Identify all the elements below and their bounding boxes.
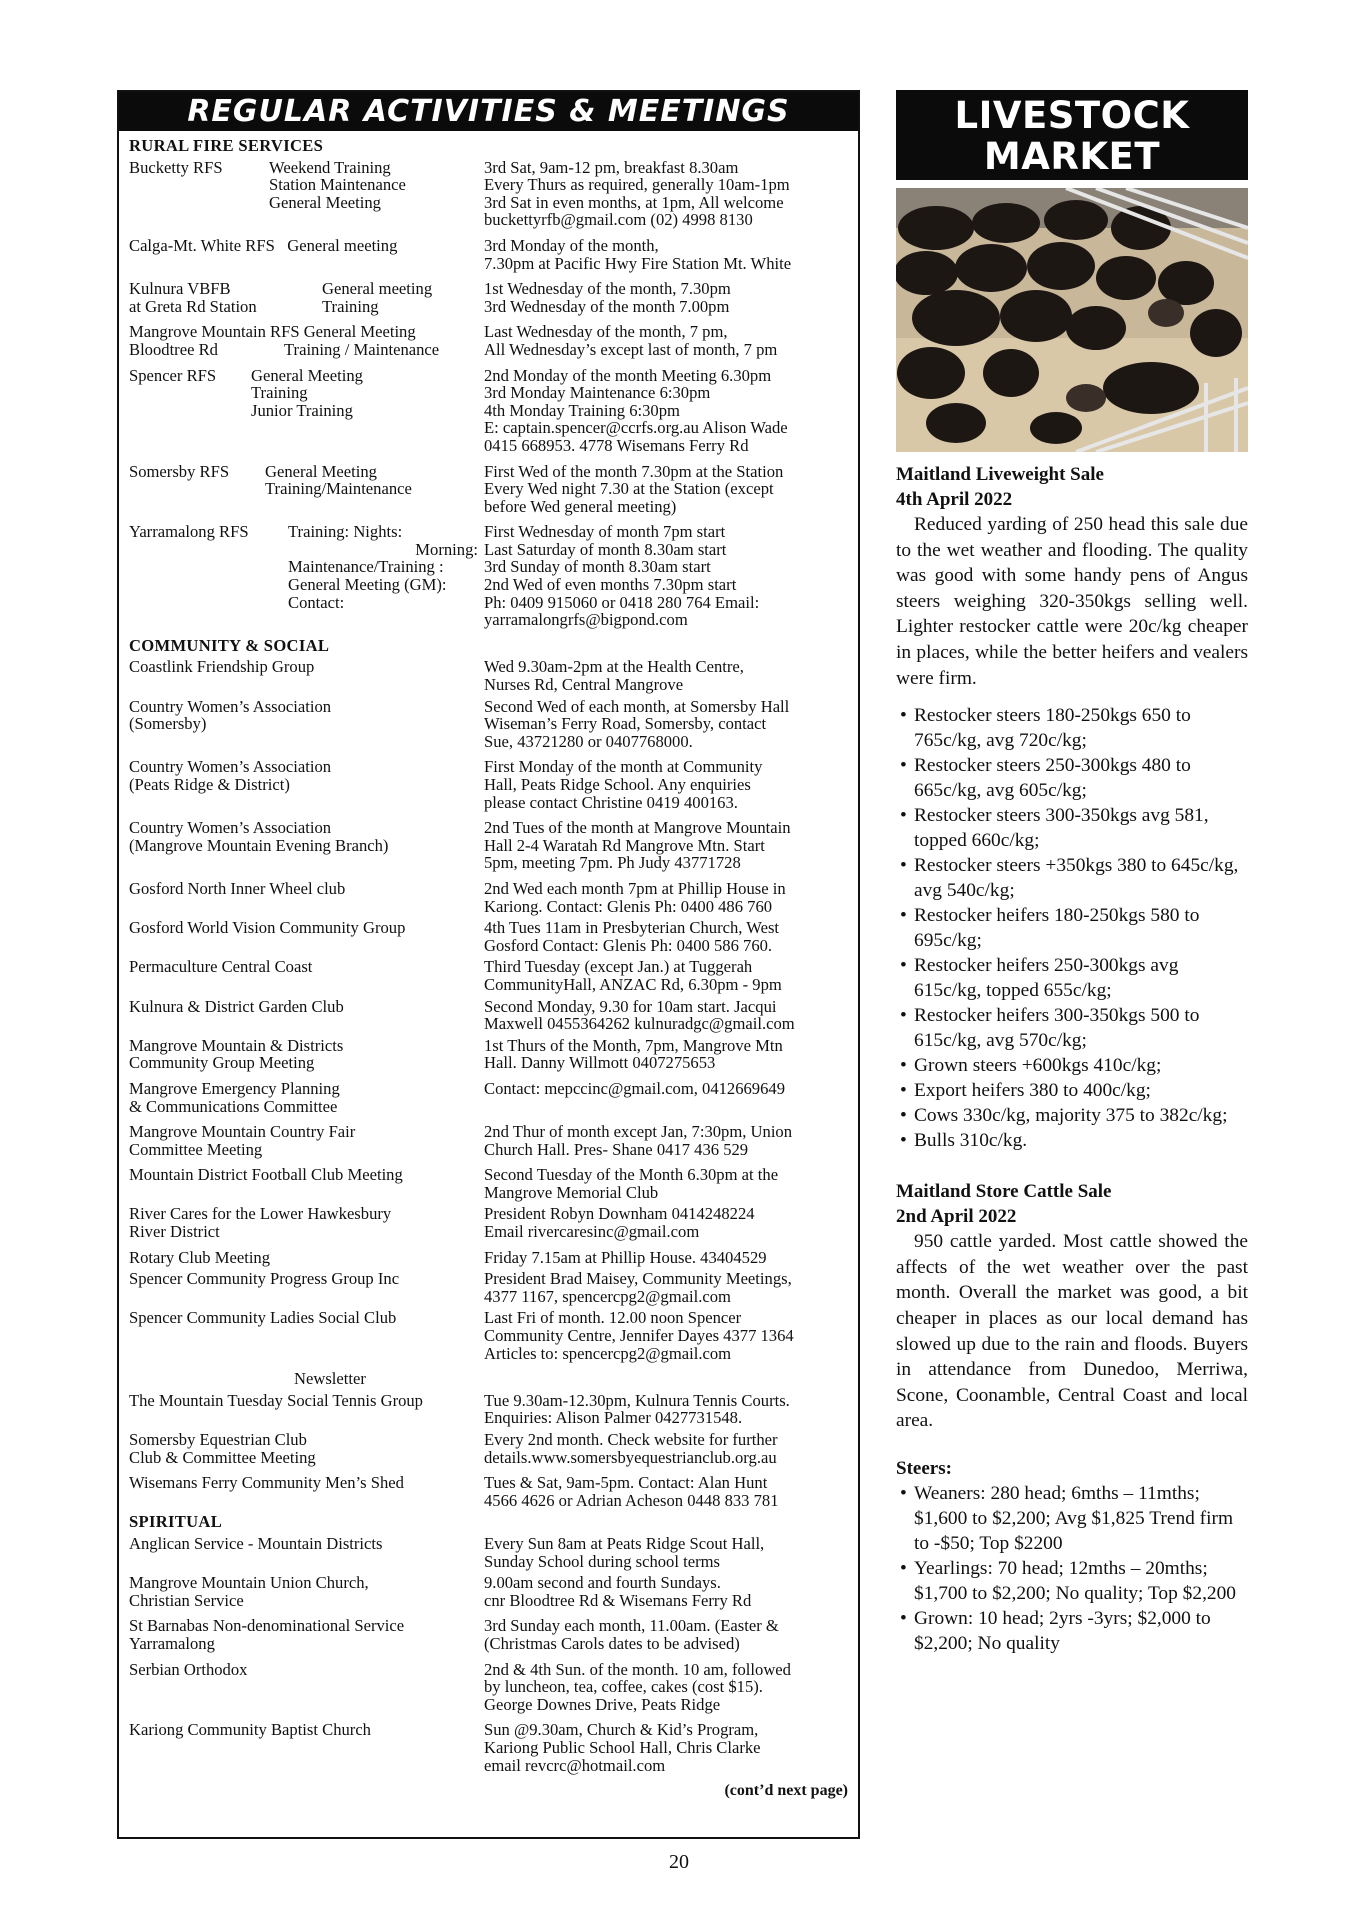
continued-note: (cont’d next page) [724,1782,848,1800]
community-name: Mangrove Emergency Planning [129,1078,340,1098]
community-name: The Mountain Tuesday Social Tennis Group [129,1390,423,1410]
community-name: Kulnura & District Garden Club [129,996,344,1016]
steer-item: • Yearlings: 70 head; 12mths – 20mths; $1,700 to $2,200; No quality; Top $2,200 [896,1556,1248,1606]
spiritual-name: St Barnabas Non-denominational Service [129,1616,405,1636]
community-name: (Peats Ridge & District) [129,775,290,794]
community-name: River District [129,1222,220,1242]
community-name: (Somersby) [129,714,207,734]
community-detail: Nurses Rd, Central Mangrove [484,675,684,695]
community-detail: Enquiries: Alison Palmer 0427731548. [484,1408,743,1428]
community-detail: Hall 2-4 Waratah Rd Mangrove Mtn. Start [484,835,765,855]
community-detail: 4377 1167, spencercpg2@gmail.com [484,1286,731,1306]
community-entry [129,1037,848,1072]
activities-header: REGULAR ACTIVITIES & MEETINGS [119,92,858,131]
spiritual-detail: Every Sun 8am at Peats Ridge Scout Hall, [484,1533,765,1553]
spiritual-list [129,1535,848,1774]
store-steers-list [896,1481,1248,1656]
community-name: Gosford North Inner Wheel club [129,878,346,898]
community-detail: 2nd Tues of the month at Mangrove Mountain [484,818,791,838]
community-entry [129,819,848,872]
price-item: • Bulls 310c/kg. [896,1128,1248,1153]
spiritual-detail: (Christmas Carols dates to be advised) [484,1633,740,1653]
community-name: Committee Meeting [129,1139,263,1159]
rfs-spencer: Spencer RFS General Meeting Training Junior Training 2nd Monday of the month Meeting 6.30pm 3rd Monday Maintenance 6:30pm 4th Monday Training 6:30pm E: captain.spencer@ccrfs.org.au Alison Wade 0415 668953. 4778 Wisemans Ferry Rd [129,365,788,455]
price-item: • Restocker steers 250-300kgs 480 to 665c/kg, avg 605c/kg; [896,753,1248,803]
community-detail: Second Tuesday of the Month 6.30pm at the [484,1165,779,1185]
steer-item: • Weaners: 280 head; 6mths – 11mths; $1,600 to $2,200; Avg $1,825 Trend firm to -$50; Top $2200 [896,1481,1248,1556]
community-entry [129,1431,848,1466]
community-entry [129,1249,848,1267]
community-detail: 4566 4626 or Adrian Acheson 0448 833 781 [484,1490,779,1510]
community-name: Spencer Community Progress Group Inc [129,1269,400,1289]
community-detail: CommunityHall, ANZAC Rd, 6.30pm - 9pm [484,974,782,994]
community-name: Community Group Meeting [129,1053,315,1073]
price-item: • Restocker steers +350kgs 380 to 645c/kg, avg 540c/kg; [896,853,1248,903]
spiritual-entry [129,1661,848,1714]
community-detail: Church Hall. Pres- Shane 0417 436 529 [484,1139,749,1159]
spiritual-detail: 3rd Sunday each month, 11.00am. (Easter & [484,1616,779,1636]
store-cattle-sale: Maitland Store Cattle Sale 2nd April 2022 950 cattle yarded. Most cattle showed the affects of the wet weather over the past month. Overall the market was good, a bit cheaper in places as our local demand has slowed up due to the rain and floods. Buyers in attendance from Dunedoo, Merriwa, Scone, Coonamble, Central Coast and local area. Steers: • Weaners: 280 head; 6mths – 11mths; $1,600 to $2,200; Avg $1,825 Trend firm to -$50; Top $2200 • Yearlings: 70 head; 12mths – 20mths; $1,700 to $2,200; No quality; Top $2,200 • Grown: 10 head; 2yrs -3yrs; $2,000 to $2,200; No quality [896,1179,1248,1656]
community-name: Newsletter [294,1369,366,1389]
community-detail: Community Centre, Jennifer Dayes 4377 1364 [484,1326,794,1346]
community-name: Permaculture Central Coast [129,957,313,977]
rfs-bucketty: Bucketty RFS Weekend Training Station Maintenance General Meeting 3rd Sat, 9am-12 pm, breakfast 8.30am Every Thurs as required, generally 10am-1pm 3rd Sat in even months, at 1pm, All welcome buckettyrfb@gmail.com (02) 4998 8130 [129,157,790,230]
spiritual-entry [129,1574,848,1609]
livestock-header: LIVESTOCK MARKET [896,90,1248,180]
community-name: Country Women’s Association [129,818,332,838]
community-name: Country Women’s Association [129,696,332,716]
spiritual-entry [129,1535,848,1570]
spiritual-detail: Kariong Public School Hall, Chris Clarke [484,1737,761,1757]
community-name: Mangrove Mountain Country Fair [129,1122,356,1142]
community-entry [129,658,848,693]
community-detail: First Monday of the month at Community [484,757,763,777]
community-detail: Hall, Peats Ridge School. Any enquiries [484,775,751,794]
price-item: • Grown steers +600kgs 410c/kg; [896,1053,1248,1078]
section-spiritual: SPIRITUAL [129,1512,223,1532]
community-name: Coastlink Friendship Group [129,657,315,677]
price-item: • Restocker heifers 180-250kgs 580 to 695c/kg; [896,903,1248,953]
community-name: Country Women’s Association [129,757,332,777]
community-entry [129,758,848,811]
community-entry [129,1166,848,1201]
spiritual-name: Kariong Community Baptist Church [129,1720,371,1740]
spiritual-detail: email revcrc@hotmail.com [484,1755,666,1775]
community-detail: Wed 9.30am-2pm at the Health Centre, [484,657,744,677]
community-detail: Articles to: spencercpg2@gmail.com [484,1343,732,1363]
spiritual-name: Anglican Service - Mountain Districts [129,1533,383,1553]
spiritual-entry [129,1721,848,1774]
community-name: Mountain District Football Club Meeting [129,1165,403,1185]
community-detail: President Robyn Downham 0414248224 [484,1204,755,1224]
regular-activities-panel [117,90,860,1839]
spiritual-detail: Sun @9.30am, Church & Kid’s Program, [484,1720,759,1740]
community-detail: Wiseman’s Ferry Road, Somersby, contact [484,714,767,734]
community-detail: Tue 9.30am-12.30pm, Kulnura Tennis Courts. [484,1390,790,1410]
price-item: • Restocker heifers 250-300kgs avg 615c/kg, topped 655c/kg; [896,953,1248,1003]
cattle-yard-photo [896,188,1248,452]
spiritual-detail: 2nd & 4th Sun. of the month. 10 am, followed [484,1659,791,1679]
spiritual-name: Yarramalong [129,1633,215,1653]
livestock-column [896,90,1248,1656]
rfs-kulnura: Kulnura VBFB at Greta Rd Station General meeting Training 1st Wednesday of the month, 7.30pm 3rd Wednesday of the month 7.00pm [129,279,731,316]
community-detail: Sue, 43721280 or 0407768000. [484,731,693,751]
community-entry [129,698,848,751]
community-detail: 1st Thurs of the Month, 7pm, Mangrove Mtn [484,1035,783,1055]
community-detail: Kariong. Contact: Glenis Ph: 0400 486 760 [484,896,773,916]
spiritual-detail: 9.00am second and fourth Sundays. [484,1573,721,1593]
spiritual-name: Christian Service [129,1590,244,1610]
community-detail: Second Monday, 9.30 for 10am start. Jacqui [484,996,777,1016]
community-entry [129,880,848,915]
community-detail: Second Wed of each month, at Somersby Hall [484,696,790,716]
spiritual-detail: George Downes Drive, Peats Ridge [484,1694,721,1714]
price-item: • Restocker steers 180-250kgs 650 to 765c/kg, avg 720c/kg; [896,703,1248,753]
spiritual-detail: cnr Bloodtree Rd & Wisemans Ferry Rd [484,1590,752,1610]
community-detail: Contact: mepccinc@gmail.com, 0412669649 [484,1078,785,1098]
community-name: & Communications Committee [129,1096,338,1116]
community-entry [129,1309,848,1362]
community-name: Mangrove Mountain & Districts [129,1035,344,1055]
community-detail: Hall. Danny Willmott 0407275653 [484,1053,716,1073]
community-detail: 5pm, meeting 7pm. Ph Judy 43771728 [484,853,741,873]
community-name: River Cares for the Lower Hawkesbury [129,1204,392,1224]
community-detail: please contact Christine 0419 400163. [484,792,738,812]
community-name: Somersby Equestrian Club [129,1430,307,1449]
community-entry [129,1270,848,1305]
community-list [129,658,848,1509]
community-detail: 2nd Thur of month except Jan, 7:30pm, Union [484,1122,793,1142]
community-detail: 4th Tues 11am in Presbyterian Church, West [484,918,780,938]
community-detail: Mangrove Memorial Club [484,1182,659,1202]
community-name: (Mangrove Mountain Evening Branch) [129,835,389,855]
spiritual-detail: Sunday School during school terms [484,1551,720,1571]
community-name: Rotary Club Meeting [129,1247,271,1267]
community-entry [129,1205,848,1240]
community-detail: Third Tuesday (except Jan.) at Tuggerah [484,957,753,977]
community-name: Gosford World Vision Community Group [129,918,406,938]
community-entry [129,1080,848,1115]
community-entry [129,1370,848,1388]
community-detail: 2nd Wed each month 7pm at Phillip House in [484,878,786,898]
community-detail: Email rivercaresinc@gmail.com [484,1222,700,1242]
liveweight-price-list [896,703,1248,1153]
price-item: • Cows 330c/kg, majority 375 to 382c/kg; [896,1103,1248,1128]
community-detail: Tues & Sat, 9am-5pm. Contact: Alan Hunt [484,1473,768,1493]
price-item: • Export heifers 380 to 400c/kg; [896,1078,1248,1103]
community-detail: President Brad Maisey, Community Meetings, [484,1269,792,1289]
community-entry [129,1392,848,1427]
steer-item: • Grown: 10 head; 2yrs -3yrs; $2,000 to $2,200; No quality [896,1606,1248,1656]
community-name: Wisemans Ferry Community Men’s Shed [129,1473,404,1493]
community-entry [129,958,848,993]
community-detail: Last Fri of month. 12.00 noon Spencer [484,1308,742,1328]
community-detail: Gosford Contact: Glenis Ph: 0400 586 760. [484,935,773,955]
community-entry [129,998,848,1033]
community-detail: Maxwell 0455364262 kulnuradgc@gmail.com [484,1014,795,1034]
community-entry [129,1123,848,1158]
liveweight-sale: Maitland Liveweight Sale 4th April 2022 Reduced yarding of 250 head this sale due to the wet weather and flooding. The quality was good with some handy pens of Angus steers weighing 320-350kgs selling well. Lighter restocker cattle were 20c/kg cheaper in places, while the better heifers and vealers were firm. • Restocker steers 180-250kgs 650 to 765c/kg, avg 720c/kg; • Restocker steers 250-300kgs 480 to 665c/kg, avg 605c/kg; • Restocker steers 300-350kgs avg 581, topped 660c/kg; • Restocker steers +350kgs 380 to 645c/kg, avg 540c/kg; • Restocker heifers 180-250kgs 580 to 695c/kg; • Restocker heifers 250-300kgs avg 615c/kg, topped 655c/kg; • Restocker heifers 300-350kgs 500 to 615c/kg, avg 570c/kg; • Grown steers +600kgs 410c/kg; • Export heifers 380 to 400c/kg; • Cows 330c/kg, majority 375 to 382c/kg; • Bulls 310c/kg. [896,462,1248,1153]
section-community: COMMUNITY & SOCIAL [129,635,330,655]
page-number: 20 [669,1851,689,1873]
section-rural-fire: RURAL FIRE SERVICES [129,136,324,155]
rfs-calga: Calga-Mt. White RFS General meeting 3rd Monday of the month, 7.30pm at Pacific Hwy Fire Station Mt. White [129,235,792,273]
community-detail: Every 2nd month. Check website for further [484,1430,778,1449]
community-entry [129,919,848,954]
price-item: • Restocker steers 300-350kgs avg 581, topped 660c/kg; [896,803,1248,853]
community-entry [129,1474,848,1509]
rfs-somersby: Somersby RFS General Meeting Training/Maintenance First Wed of the month 7.30pm at the Station Every Wed night 7.30 at the Station (except before Wed general meeting) [129,461,784,516]
community-detail: details.www.somersbyequestrianclub.org.au [484,1447,777,1467]
rfs-mangrove: Mangrove Mountain RFS General Meeting Bloodtree Rd Training / Maintenance Last Wednesday of the month, 7 pm, All Wednesday’s except last of month, 7 pm [129,322,778,359]
spiritual-entry [129,1617,848,1652]
community-name: Club & Committee Meeting [129,1447,316,1467]
spiritual-detail: by luncheon, tea, coffee, cakes (cost $15). [484,1677,763,1697]
community-name: Spencer Community Ladies Social Club [129,1308,397,1328]
spiritual-name: Mangrove Mountain Union Church, [129,1573,369,1593]
rfs-yarramalong: Yarramalong RFS Training: Nights: Morning: Maintenance/Training : General Meeting (GM): Contact: First Wednesday of month 7pm start Last Saturday of month 8.30am start 3rd Sunday of month 8.30am start 2nd Wed of even months 7.30pm start Ph: 0409 915060 or 0418 280 764 Email: yarramalongrfs@bigpond.com [129,522,760,630]
price-item: • Restocker heifers 300-350kgs 500 to 615c/kg, avg 570c/kg; [896,1003,1248,1053]
community-detail: Friday 7.15am at Phillip House. 43404529 [484,1247,767,1267]
spiritual-name: Serbian Orthodox [129,1659,248,1679]
